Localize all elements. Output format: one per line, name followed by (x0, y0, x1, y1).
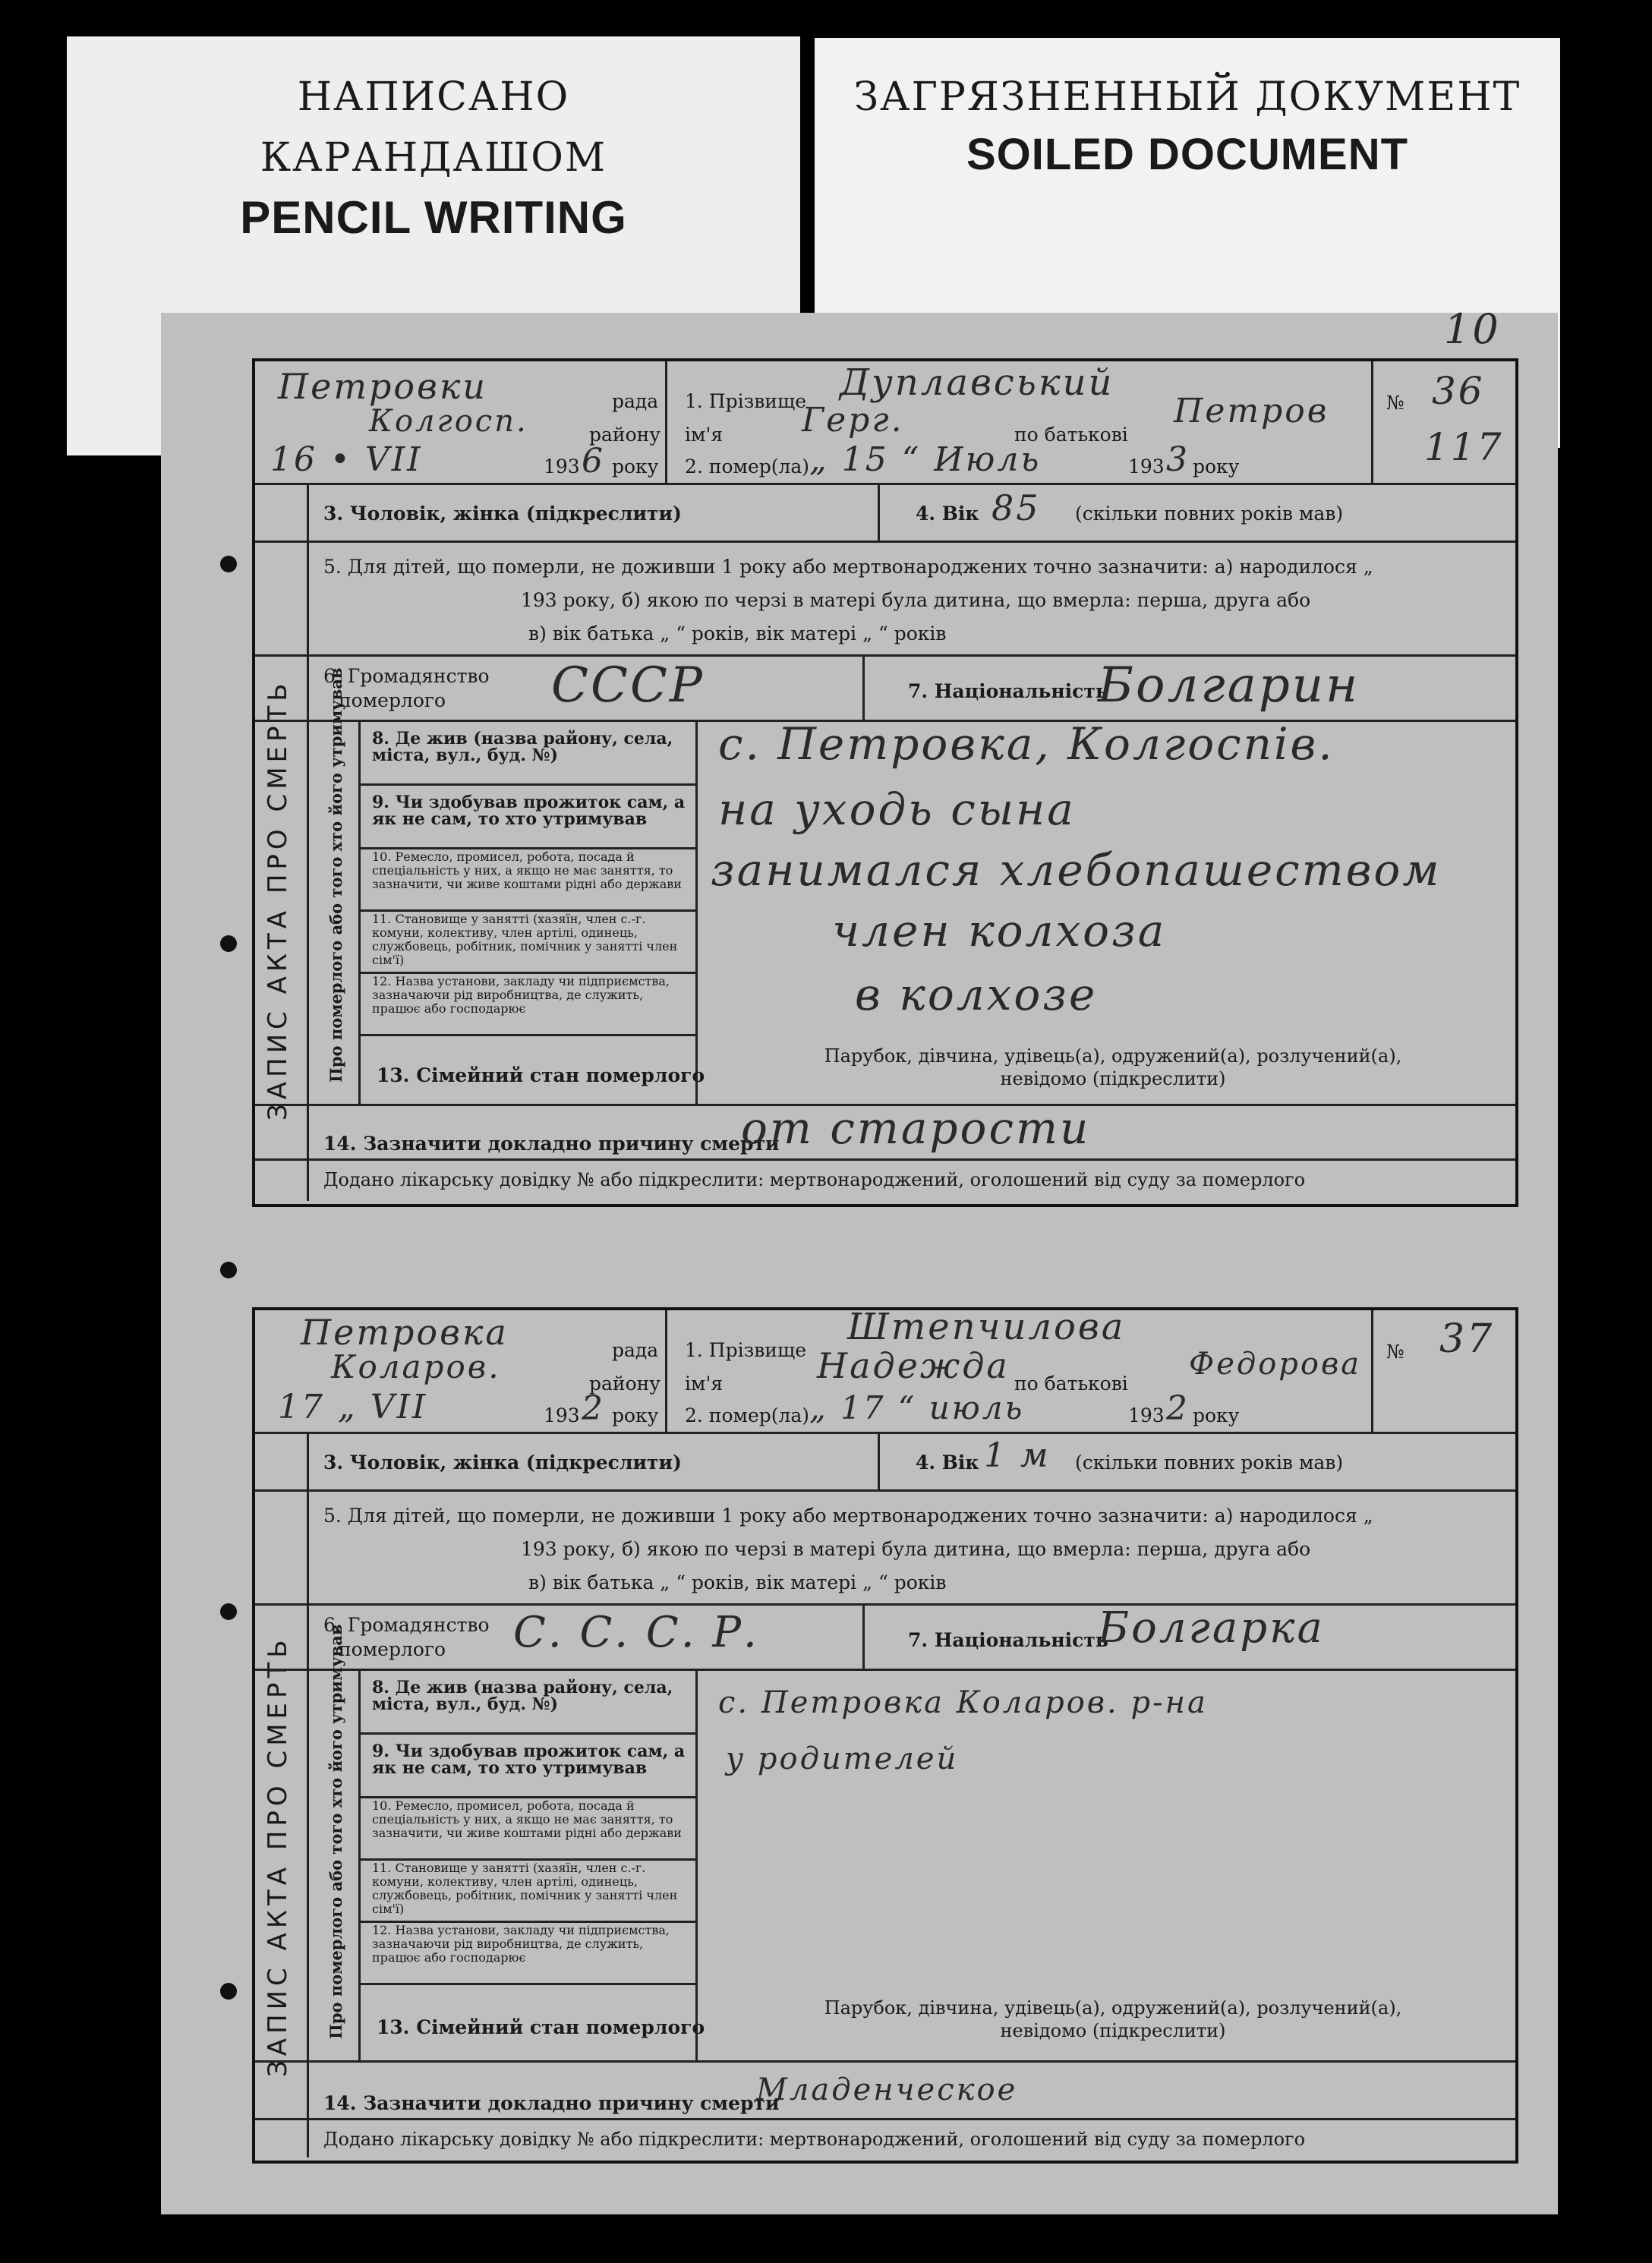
roku-label: року (612, 455, 659, 477)
status-label: 11. Становище у занятті (хазяїн, член с.-г. комуни, колективу, член артілі, одинець, службовець, робітник, помічник у занятті член сім'ї) (372, 912, 678, 967)
infant-line-3: в) вік батька „ “ років, вік матері „ “ років (528, 622, 947, 645)
label-line-en: PENCIL WRITING (240, 192, 627, 243)
binding-hole (220, 935, 237, 952)
death-record-form-2 (252, 1307, 1518, 2164)
hw-cause: Младенческое (756, 2072, 1018, 2107)
residence-label: 8. Де жив (назва району, села, міста, вул., буд. №) (372, 1678, 673, 1714)
hw-reg-date: 16 • VII (270, 440, 423, 479)
hw-raion: Колгосп. (369, 404, 528, 439)
nationality-label: 7. Національність (908, 680, 1108, 702)
hw-died: „ 17 “ июль (809, 1389, 1025, 1426)
name-label: ім'я (685, 1373, 724, 1395)
infant-line-1: 5. Для дітей, що померли, не доживши 1 року або мертвонароджених точно зазначити: а) народилося „ (323, 556, 1373, 578)
sex-label: 3. Чоловік, жінка (підкреслити) (323, 503, 682, 525)
surname-label: 1. Прізвище (685, 1339, 807, 1361)
hw-livelihood: на уходь сына (718, 783, 1076, 835)
hw-workplace: в колхозе (855, 969, 1098, 1020)
infant-line-2: 193 року, б) якою по черзі в матері була дитина, що вмерла: перша, друга або (521, 1538, 1311, 1560)
hw-age: 85 (992, 487, 1041, 528)
citizenship-label: 6. Громадянство (323, 1614, 490, 1636)
name-label: ім'я (685, 424, 724, 446)
label-line-rus: ЗАГРЯЗНЕННЫЙ ДОКУМЕНТ (853, 74, 1521, 120)
divider (255, 2060, 1515, 2063)
occupation-label: 10. Ремесло, промисел, робота, посада й спеціальність у них, а якщо не має заняття, то зазначити, чи живе коштами рідні або держави (372, 1798, 682, 1840)
hw-died: „ 15 “ Июль (809, 440, 1042, 479)
side-title: ЗАПИС АКТА ПРО СМЕРТЬ (263, 1635, 293, 2077)
hw-record-number-2: 117 (1424, 425, 1504, 469)
died-label: 2. помер(ла) (685, 1404, 810, 1426)
cause-label: 14. Зазначити докладно причину смерти (323, 1133, 780, 1155)
cause-label: 14. Зазначити докладно причину смерти (323, 2092, 780, 2114)
roku-label: року (1193, 455, 1240, 477)
workplace-label: 12. Назва установи, закладу чи підприємства, зазначаючи рід виробництва, де служить, працює або господарює (372, 1923, 670, 1965)
divider (1371, 361, 1373, 483)
nationality-label: 7. Національність (908, 1629, 1108, 1651)
hw-cause: от старости (741, 1102, 1091, 1154)
status-label: 11. Становище у занятті (хазяїн, член с.-г. комуни, колективу, член артілі, одинець, службовець, робітник, помічник у занятті член сім'ї) (372, 1861, 678, 1916)
patronymic-label: по батькові (1014, 1373, 1128, 1395)
side-subtitle: Про померлого або того хто його утримував (326, 1624, 345, 2039)
rada-label: рада (612, 1339, 659, 1361)
binding-hole (220, 556, 237, 572)
binding-hole (220, 1262, 237, 1278)
divider (695, 720, 698, 1104)
died-year-label: 193 (1128, 1404, 1165, 1426)
infant-line-2: 193 року, б) якою по черзі в матері була дитина, що вмерла: перша, друга або (521, 589, 1311, 611)
divider (665, 361, 667, 483)
residence-label: 8. Де жив (назва району, села, міста, вул., буд. №) (372, 729, 673, 765)
divider (878, 1432, 880, 1489)
infant-line-1: 5. Для дітей, що померли, не доживши 1 року або мертвонароджених точно зазначити: а) народилося „ (323, 1505, 1373, 1527)
label-line-en: SOILED DOCUMENT (966, 130, 1409, 179)
divider (695, 1669, 698, 2060)
hw-patronymic: Петров (1174, 392, 1329, 430)
certificate-label: Додано лікарську довідку № або підкреслити: мертвонароджений, оголошений від суду за померлого (323, 2129, 1306, 2150)
hw-livelihood: у родителей (726, 1741, 959, 1776)
hw-nationality: Болгарка (1098, 1603, 1325, 1653)
year-label: 193 (544, 1404, 580, 1426)
hw-patronymic: Федорова (1189, 1347, 1362, 1382)
hw-surname: Дуплавський (840, 361, 1114, 404)
livelihood-label: 9. Чи здобував прожиток сам, а як не сам, то хто утримував (372, 793, 686, 829)
raion-label: району (589, 424, 660, 446)
marital-options: Парубок, дівчина, удівець(а), одружений(а), розлучений(а), невідомо (підкреслити) (824, 1997, 1402, 2041)
roku-label: року (612, 1404, 659, 1426)
divider (1371, 1310, 1373, 1432)
marital-options: Парубок, дівчина, удівець(а), одружений(а), розлучений(а), невідомо (підкреслити) (824, 1045, 1402, 1089)
side-subtitle: Про померлого або того хто його утримував (326, 667, 345, 1083)
marital-label: 13. Сімейний стан померлого (377, 2016, 705, 2038)
hw-reg-year: 6 (582, 442, 605, 481)
divider (255, 2118, 1515, 2120)
rada-label: рада (612, 390, 659, 412)
age-label: 4. Вік (916, 503, 979, 525)
livelihood-label: 9. Чи здобував прожиток сам, а як не сам, то хто утримував (372, 1741, 686, 1778)
hw-died-year: 2 (1166, 1389, 1190, 1428)
divider (255, 1158, 1515, 1161)
hw-citizenship: СССР (551, 657, 705, 714)
hw-occupation: занимался хлебопашеством (711, 844, 1442, 896)
number-label: № (1386, 392, 1405, 414)
hw-reg-date: 17 „ VII (278, 1388, 428, 1426)
age-note: (скільки повних років мав) (1075, 503, 1344, 525)
workplace-label: 12. Назва установи, закладу чи підприємства, зазначаючи рід виробництва, де служить, працює або господарює (372, 974, 670, 1016)
age-note: (скільки повних років мав) (1075, 1451, 1344, 1473)
hw-age: 1 м (984, 1436, 1051, 1475)
register-page (161, 305, 1558, 2214)
hw-status: член колхоза (832, 905, 1167, 957)
binding-hole (220, 1603, 237, 1620)
surname-label: 1. Прізвище (685, 390, 807, 412)
divider (878, 483, 880, 541)
patronymic-label: по батькові (1014, 424, 1128, 446)
death-record-form-1 (252, 358, 1518, 1207)
hw-record-number: 37 (1439, 1316, 1495, 1362)
divider (665, 1310, 667, 1432)
citizenship-label-2: померлого (339, 689, 446, 711)
age-label: 4. Вік (916, 1451, 979, 1473)
divider (862, 654, 865, 720)
year-label: 193 (544, 455, 580, 477)
died-label: 2. помер(ла) (685, 455, 810, 477)
side-title: ЗАПИС АКТА ПРО СМЕРТЬ (263, 679, 293, 1120)
certificate-label: Додано лікарську довідку № або підкреслити: мертвонароджений, оголошений від суду за померлого (323, 1169, 1306, 1190)
hw-record-number: 36 (1432, 369, 1485, 413)
hw-residence: с. Петровка, Колгоспів. (718, 718, 1335, 770)
infant-line-3: в) вік батька „ “ років, вік матері „ “ років (528, 1571, 947, 1593)
hw-raion: Коларов. (331, 1348, 501, 1385)
citizenship-label: 6. Громадянство (323, 665, 490, 687)
roku-label: року (1193, 1404, 1240, 1426)
marital-label: 13. Сімейний стан померлого (377, 1064, 705, 1086)
hw-name: Надежда (817, 1345, 1010, 1386)
raion-label: району (589, 1373, 660, 1395)
occupation-label: 10. Ремесло, промисел, робота, посада й спеціальність у них, а якщо не має заняття, то зазначити, чи живе коштами рідні або держави (372, 849, 682, 891)
label-line-ukr-1: НАПИСАНО (297, 74, 570, 120)
died-year-label: 193 (1128, 455, 1165, 477)
hw-died-year: 3 (1166, 440, 1190, 479)
label-line-ukr-2: КАРАНДАШОМ (260, 135, 607, 181)
hw-citizenship: С. С. С. Р. (513, 1608, 759, 1657)
sex-label: 3. Чоловік, жінка (підкреслити) (323, 1451, 682, 1473)
hw-rada: Петровка (301, 1312, 509, 1353)
divider (862, 1603, 865, 1669)
citizenship-label-2: померлого (339, 1638, 446, 1660)
binding-hole (220, 1983, 237, 2000)
hw-reg-year: 2 (582, 1389, 605, 1428)
hw-rada: Петровки (278, 366, 487, 407)
hw-nationality: Болгарин (1098, 657, 1360, 714)
hw-name: Герг. (802, 401, 904, 440)
hw-residence: с. Петровка Коларов. р-на (718, 1685, 1208, 1720)
hw-surname: Штепчилова (847, 1306, 1126, 1348)
number-label: № (1386, 1341, 1405, 1363)
corner-page-number: 10 (1444, 305, 1501, 353)
